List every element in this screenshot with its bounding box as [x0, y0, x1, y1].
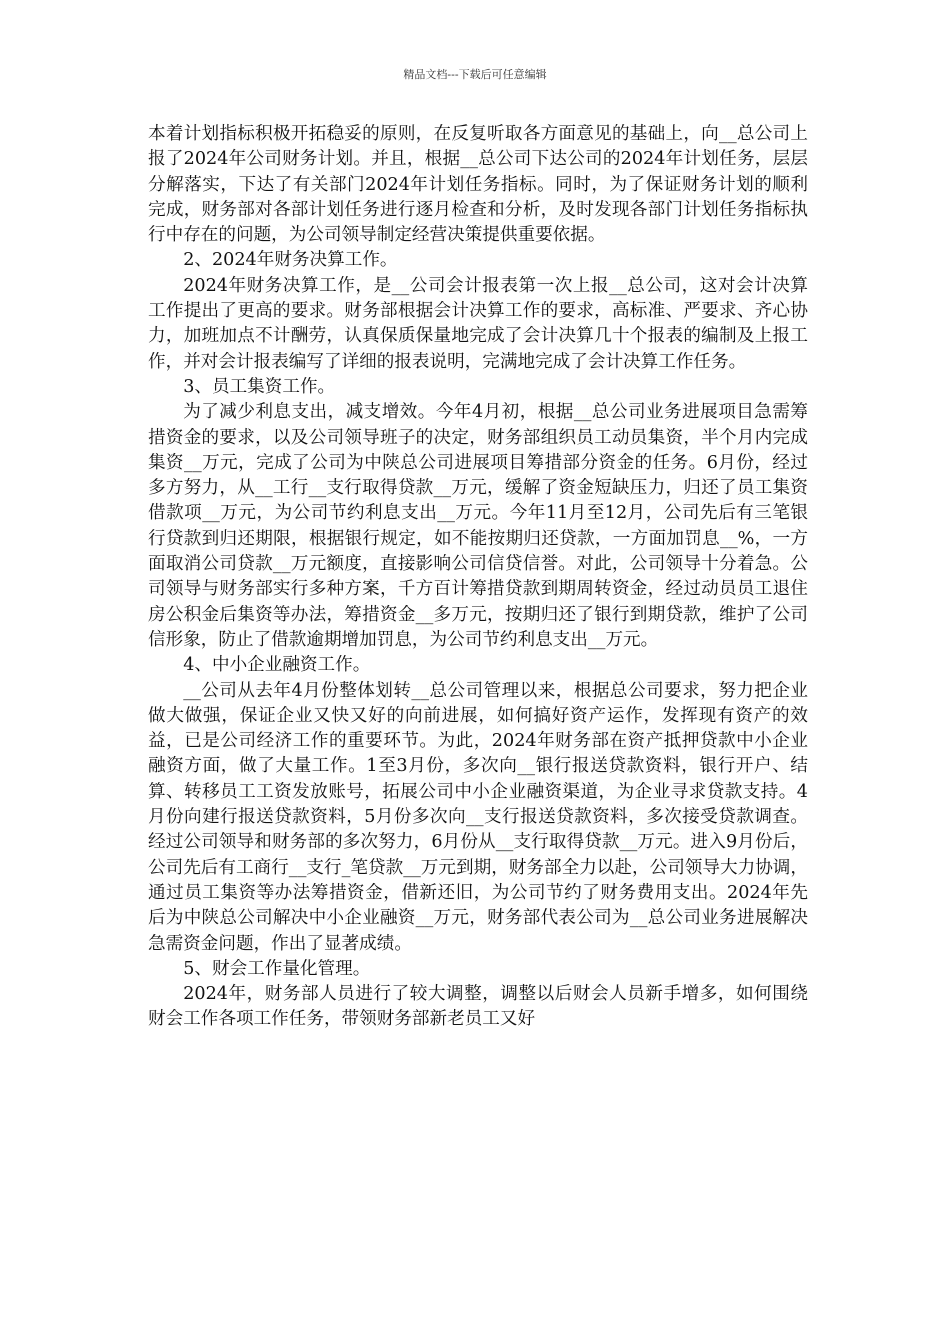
paragraph-2: 2024年财务决算工作，是__公司会计报表第一次上报__总公司，这对会计决算工作提出了更高的要求。财务部根据会计决算工作的要求，高标准、严要求、齐心协力，加班加点不计酬劳，认真保质保量地完成了会计决算几十个报表的编制及上报工作，并对会计报表编写了详细的报表说明，完满地完成了会计决算工作任务。: [148, 275, 808, 372]
section-heading-3: 3、员工集资工作。: [183, 376, 336, 397]
paragraph-3: 为了减少利息支出，减支增效。今年4月初，根据__总公司业务进展项目急需筹措资金的要求，以及公司领导班子的决定，财务部组织员工动员集资，半个月内完成集资__万元，完成了公司为中陕总公司进展项目筹措部分资金的任务。6月份，经过多方努力，从__工行__支行取得贷款__万元，缓解了资金短缺压力，归还了员工集资借款项__万元，为公司节约利息支出__万元。今年11月至12月，公司先后有三笔银行贷款到归还期限，根据银行规定，如不能按期归还贷款，一方面加罚息__%，一方面取消公司贷款__万元额度，直接影响公司信贷信誉。对此，公司领导十分着急。公司领导与财务部实行多种方案，千方百计筹措贷款到期周转资金，经过动员员工退住房公积金后集资等办法，筹措资金__多万元，按期归还了银行到期贷款，维护了公司信形象，防止了借款逾期增加罚息，为公司节约利息支出__万元。: [148, 402, 808, 650]
paragraph-4: __公司从去年4月份整体划转__总公司管理以来，根据总公司要求，努力把企业做大做强，保证企业又快又好的向前进展，如何搞好资产运作，发挥现有资产的效益，已是公司经济工作的重要环节。为此，2024年财务部在资产抵押贷款中小企业融资方面，做了大量工作。1至3月份，多次向__银行报送贷款资料，银行开户、结算、转移员工工资发放账号，拓展公司中小企业融资渠道，为企业寻求贷款支持。4月份向建行报送贷款资料，5月份多次向__支行报送贷款资料，多次接受贷款调查。经过公司领导和财务部的多次努力，6月份从__支行取得贷款__万元。进入9月份后，公司先后有工商行__支行_笔贷款__万元到期，财务部全力以赴，公司领导大力协调，通过员工集资等办法筹措资金，借新还旧，为公司节约了财务费用支出。2024年先后为中陕总公司解决中小企业融资__万元，财务部代表公司为__总公司业务进展解决急需资金问题，作出了显著成绩。: [148, 680, 808, 954]
page-header: 精品文档---下载后可任意编辑: [403, 68, 547, 81]
paragraph-1: 本着计划指标积极开拓稳妥的原则，在反复听取各方面意见的基础上，向__总公司上报了2024年公司财务计划。并且，根据__总公司下达公司的2024年计划任务，层层分解落实，下达了有关部门2024年计划任务指标。同时，为了保证财务计划的顺利完成，财务部对各部计划任务进行逐月检查和分析，及时发现各部门计划任务指标执行中存在的问题，为公司领导制定经营决策提供重要依据。: [148, 124, 808, 246]
section-heading-4: 4、中小企业融资工作。: [183, 655, 371, 676]
document-body: [148, 122, 808, 1033]
section-heading-2: 2、2024年财务决算工作。: [183, 250, 398, 271]
paragraph-5: 2024年，财务部人员进行了较大调整，调整以后财会人员新手增多，如何围绕财会工作各项工作任务，带领财务部新老员工又好: [148, 984, 808, 1030]
section-heading-5: 5、财会工作量化管理。: [183, 958, 371, 979]
